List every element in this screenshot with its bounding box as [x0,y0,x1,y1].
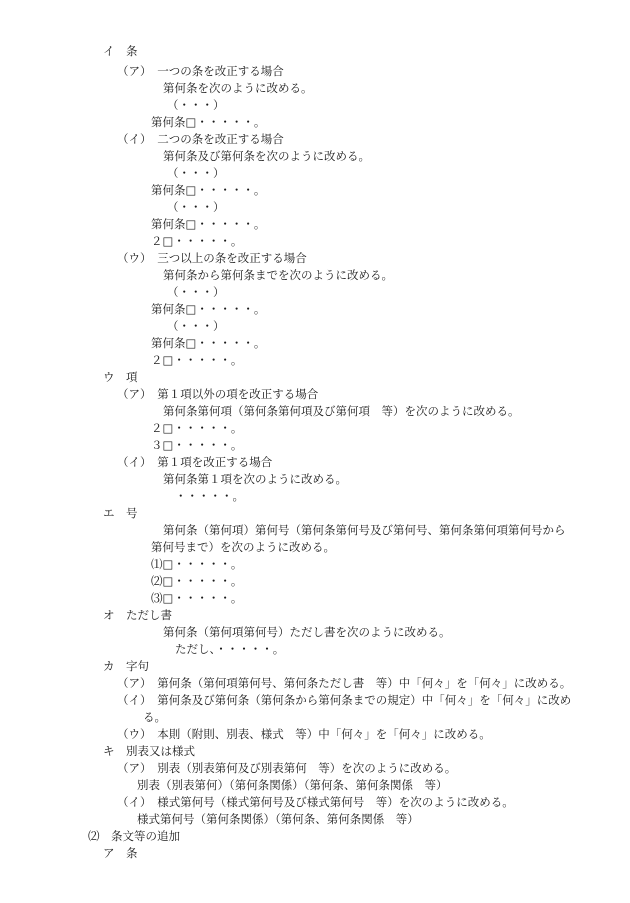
text-line: 第何条□・・・・・。 [151,183,266,197]
text-line: 第何条□・・・・・。 [151,115,266,129]
item-u-three-articles: （ウ） 三つ以上の条を改正する場合 [117,251,307,265]
text-line: （・・・） [167,98,225,112]
text-line: ⑴□・・・・・。 [151,557,243,571]
item-i-wording: （イ） 第何条及び第何条（第何条から第何条までの規定）中「何々」を「何々」に改め [117,693,572,707]
heading-a-article: ア 条 [103,846,138,860]
text-line: （・・・） [167,319,225,333]
text-line: （・・・） [167,200,225,214]
text-line: ⑶□・・・・・。 [151,591,243,605]
text-line: 第何条第何項（第何条第何項及び第何項 等）を次のように改める。 [163,404,520,418]
text-line: 第何条□・・・・・。 [151,217,266,231]
item-a-other-paragraph: （ア） 第１項以外の項を改正する場合 [117,387,319,401]
item-i-form: （イ） 様式第何号（様式第何号及び様式第何号 等）を次のように改める。 [117,795,514,809]
item-a-wording: （ア） 第何条（第何項第何号、第何条ただし書 等）中「何々」を「何々」に改める。 [117,676,572,690]
heading-ka-wording: カ 字句 [103,659,149,673]
text-line: 別表（別表第何）（第何条関係）（第何条、第何条関係 等） [137,778,448,792]
item-u-wording: （ウ） 本則（附則、別表、様式 等）中「何々」を「何々」に改める。 [117,727,491,741]
text-line: 第何条□・・・・・。 [151,302,266,316]
text-line: 第何条を次のように改める。 [163,81,313,95]
section-2-addition: ⑵ 条文等の追加 [88,829,180,843]
text-line: 第何条から第何条までを次のように改める。 [163,268,393,282]
text-line: ２□・・・・・。 [151,421,243,435]
text-line: 様式第何号（第何条関係）（第何条、第何条関係 等） [137,812,419,826]
text-line: る。 [143,710,166,724]
text-line: （・・・） [167,166,225,180]
item-a-one-article: （ア） 一つの条を改正する場合 [117,64,284,78]
item-a-table: （ア） 別表（別表第何及び別表第何 等）を次のように改める。 [117,761,457,775]
text-line: 第何条□・・・・・。 [151,336,266,350]
heading-e-item: エ 号 [103,506,138,520]
text-line: ・・・・・。 [175,489,244,503]
text-line: ⑵□・・・・・。 [151,574,243,588]
text-line: ３□・・・・・。 [151,438,243,452]
heading-u-paragraph: ウ 項 [103,370,138,384]
heading-i-article: イ 条 [103,44,138,58]
text-line: 第何条第１項を次のように改める。 [163,472,347,486]
heading-ki-table-form: キ 別表又は様式 [103,744,195,758]
item-i-two-articles: （イ） 二つの条を改正する場合 [117,132,284,146]
text-line: 第何号まで）を次のように改める。 [151,540,335,554]
text-line: ２□・・・・・。 [151,353,243,367]
heading-o-proviso: オ ただし書 [103,608,172,622]
item-i-first-paragraph: （イ） 第１項を改正する場合 [117,455,273,469]
text-line: ただし、・・・・・。 [175,642,285,656]
text-line: 第何条（第何項）第何号（第何条第何号及び第何号、第何条第何項第何号から [163,523,566,537]
text-line: （・・・） [167,285,225,299]
text-line: 第何条及び第何条を次のように改める。 [163,149,370,163]
text-line: ２□・・・・・。 [151,234,243,248]
text-line: 第何条（第何項第何号）ただし書を次のように改める。 [163,625,451,639]
